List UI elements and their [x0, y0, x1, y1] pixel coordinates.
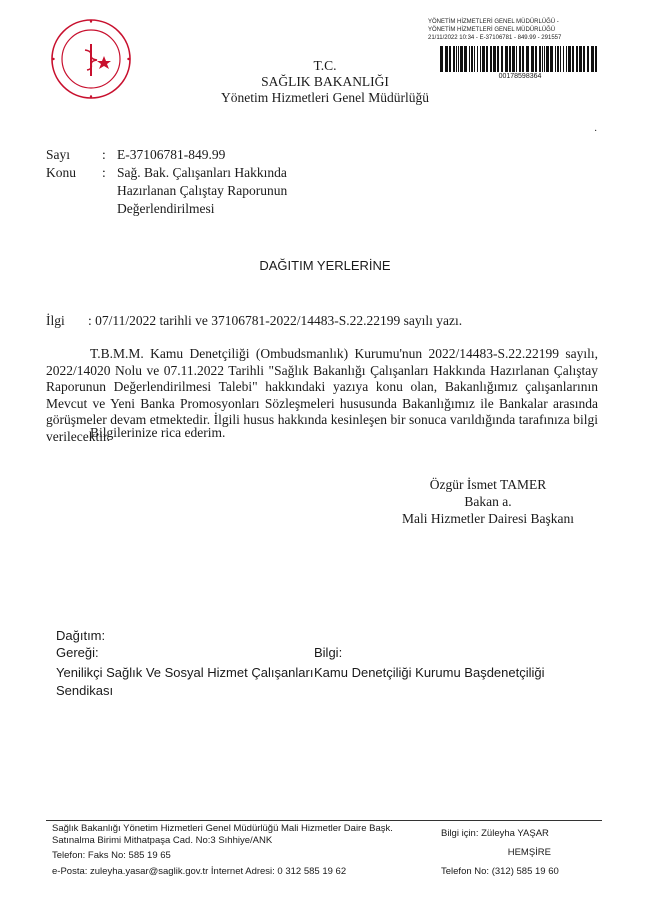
ministry-logo [50, 18, 132, 100]
barcode-caption-3: 21/11/2022 10:34 - E-37106781 - 849.99 - 291557 [428, 35, 562, 41]
signatory-role: Bakan a. [464, 494, 512, 509]
ministry-seal-icon [50, 18, 132, 100]
footer-email: e-Posta: zuleyha.yasar@saglik.gov.tr İnternet Adresi: 0 312 585 19 62 [52, 866, 347, 877]
header-tc: T.C. [313, 58, 337, 73]
bilgi-label: Bilgi: [314, 645, 343, 660]
konu-label: Konu [46, 165, 76, 180]
konu-line-2: Hazırlanan Çalıştay Raporunun [117, 183, 288, 198]
barcode-caption-1: YÖNETİM HİZMETLERİ GENEL MÜDÜRLÜĞÜ - [428, 19, 559, 25]
signatory-title: Mali Hizmetler Dairesi Başkanı [401, 511, 575, 526]
ilgi-label: İlgi [46, 313, 65, 328]
konu-colon: : [102, 165, 106, 180]
barcode-caption-2: YÖNETİM HİZMETLERİ GENEL MÜDÜRLÜĞÜ [428, 27, 556, 33]
footer-address-2: Satınalma Birimi Mithatpaşa Cad. No:3 Sıhhiye/ANK [52, 835, 273, 846]
distribution-heading: DAĞITIM YERLERİNE [259, 258, 391, 273]
header-ministry: SAĞLIK BAKANLIĞI [261, 74, 389, 89]
distribution-title: Dağıtım: [56, 628, 106, 643]
body-paragraph: T.B.M.M. Kamu Denetçiliği (Ombudsmanlık) Kurumu'nun 2022/14483-S.22.22199 sayılı, 2022/14020 Nolu ve 07.11.2022 Tarihli "Sağlık Bakanlığı Çalışanları Hakkında Hazırlanan Çalıştay Raporunun Değerlendirilmesi Talebi" hakkındaki yazıya konu olan, Bakanlığımız çalışanlarının Mevcut ve Yeni Banka Promosyonları Sözleşmeleri hususunda Bakanlığımız ile Bankalar arasında görüşmeler devam etmektedir. İlgili husus hakkında kesinleşen bir sonuca varıldığında tarafınıza bilgi verilecektir. [46, 346, 598, 444]
footer-contact-phone: Telefon No: (312) 585 19 60 [441, 866, 559, 877]
bilgi-value: Kamu Denetçiliği Kurumu Başdenetçiliği [314, 665, 545, 680]
footer-divider [46, 820, 602, 821]
margin-dot: · [594, 126, 598, 137]
signatory-name: Özgür İsmet TAMER [429, 477, 547, 492]
header-directorate: Yönetim Hizmetleri Genel Müdürlüğü [220, 90, 430, 105]
closing-line: Bilgilerinize rica ederim. [90, 425, 226, 440]
geregi-line-1: Yenilikçi Sağlık Ve Sosyal Hizmet Çalışanları [56, 665, 314, 680]
footer-address-1: Sağlık Bakanlığı Yönetim Hizmetleri Genel Müdürlüğü Mali Hizmetler Daire Başk. [52, 823, 393, 834]
sayi-value: E-37106781-849.99 [117, 147, 226, 162]
footer-contact: Bilgi için: Züleyha YAŞAR [441, 828, 549, 839]
konu-line-3: Değerlendirilmesi [117, 201, 215, 216]
barcode-number: 00178598364 [498, 73, 542, 80]
sayi-label: Sayı [46, 147, 71, 162]
geregi-line-2: Sendikası [56, 683, 114, 698]
footer-phone: Telefon: Faks No: 585 19 65 [52, 850, 171, 861]
sayi-colon: : [102, 147, 106, 162]
geregi-label: Gereği: [56, 645, 99, 660]
footer-contact-title: HEMŞİRE [507, 847, 551, 858]
ilgi-text: : 07/11/2022 tarihli ve 37106781-2022/14483-S.22.22199 sayılı yazı. [88, 313, 463, 328]
konu-line-1: Sağ. Bak. Çalışanları Hakkında [117, 165, 287, 180]
